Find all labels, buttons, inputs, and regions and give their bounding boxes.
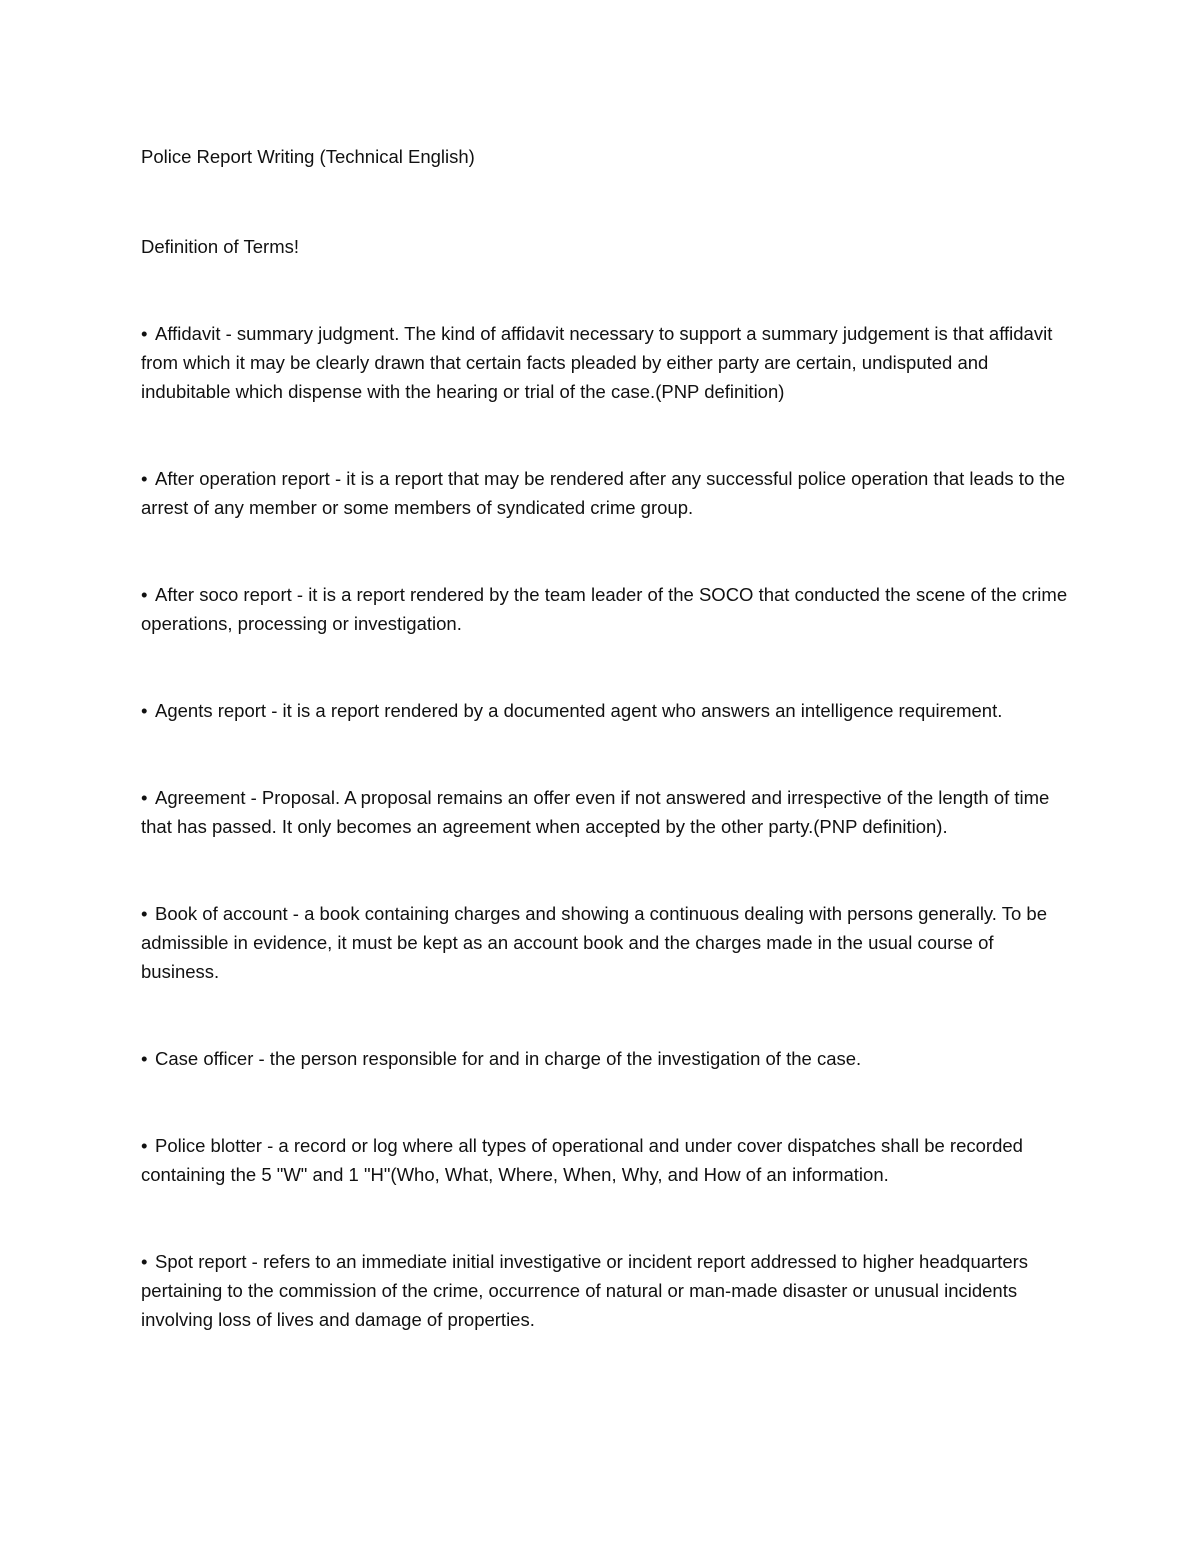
bullet-icon: • — [141, 1251, 148, 1272]
document-body — [141, 142, 1071, 1392]
definition-item — [141, 580, 1071, 638]
bullet-icon: • — [141, 787, 148, 808]
bullet-icon: • — [141, 323, 148, 344]
bullet-icon: • — [141, 903, 148, 924]
definition-text: Spot report - refers to an immediate initial investigative or incident report addressed to higher headquarters pertaining to the commission of the crime, occurrence of natural or man-made disaster or unusual incidents involving loss of lives and damage of properties. — [141, 1251, 1029, 1330]
bullet-icon: • — [141, 584, 148, 605]
definition-item — [141, 464, 1071, 522]
definition-item — [141, 783, 1071, 841]
definition-text: After operation report - it is a report that may be rendered after any successful police operation that leads to the arrest of any member or some members of syndicated crime group. — [141, 468, 1066, 518]
definition-item — [141, 696, 1071, 725]
definition-item — [141, 319, 1071, 406]
bullet-icon: • — [141, 1048, 148, 1069]
definition-text: Agents report - it is a report rendered by a documented agent who answers an intelligence requirement. — [155, 700, 1003, 721]
definition-text: Affidavit - summary judgment. The kind of affidavit necessary to support a summary judgement is that affidavit from which it may be clearly drawn that certain facts pleaded by either party are certain, undisputed and indubitable which dispense with the hearing or trial of the case.(PNP definition) — [141, 323, 1053, 402]
definition-text: After soco report - it is a report rendered by the team leader of the SOCO that conducted the scene of the crime operations, processing or investigation. — [141, 584, 1068, 634]
definition-item — [141, 899, 1071, 986]
bullet-icon: • — [141, 700, 148, 721]
definition-list — [141, 319, 1071, 1334]
definition-item — [141, 1247, 1071, 1334]
document-title: Police Report Writing (Technical English) — [141, 146, 475, 167]
definition-text: Police blotter - a record or log where all types of operational and under cover dispatches shall be recorded containing the 5 "W" and 1 "H"(Who, What, Where, When, Why, and How of an information. — [141, 1135, 1023, 1185]
definition-text: Book of account - a book containing charges and showing a continuous dealing with persons generally. To be admissible in evidence, it must be kept as an account book and the charges made in the usual course of business. — [141, 903, 1048, 982]
definition-item — [141, 1044, 1071, 1073]
definition-item — [141, 1131, 1071, 1189]
bullet-icon: • — [141, 1135, 148, 1156]
section-heading: Definition of Terms! — [141, 236, 299, 257]
bullet-icon: • — [141, 468, 148, 489]
definition-text: Agreement - Proposal. A proposal remains an offer even if not answered and irrespective of the length of time that has passed. It only becomes an agreement when accepted by the other party.(PNP definition). — [141, 787, 1050, 837]
definition-text: Case officer - the person responsible for and in charge of the investigation of the case. — [155, 1048, 862, 1069]
